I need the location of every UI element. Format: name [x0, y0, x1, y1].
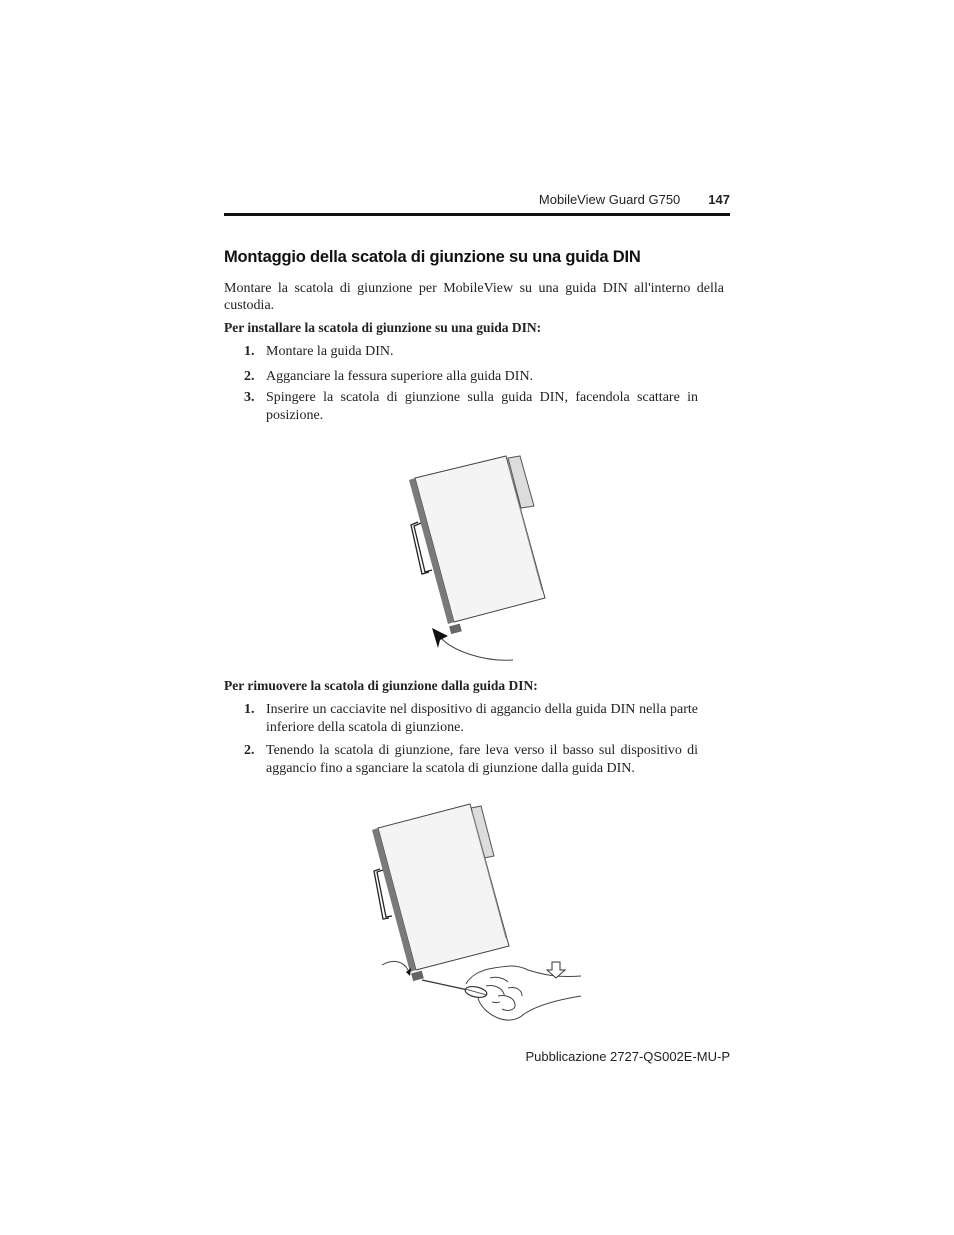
remove-step-1: [244, 701, 698, 737]
publication-footer: Pubblicazione 2727-QS002E-MU-P: [525, 1049, 730, 1064]
running-header: [224, 192, 730, 210]
step-number: 3.: [244, 390, 255, 405]
running-title: MobileView Guard G750: [538, 192, 681, 207]
page-number: 147: [708, 192, 730, 207]
install-step-3: [244, 389, 698, 425]
step-text: Agganciare la fessura superiore alla guida DIN.: [266, 369, 534, 384]
remove-step-2: [244, 742, 698, 778]
section-title: Montaggio della scatola di giunzione su una guida DIN: [224, 248, 641, 266]
install-step-1: [244, 343, 698, 361]
install-din-rail-figure: [400, 450, 560, 672]
intro-paragraph: Montare la scatola di giunzione per MobileView su una guida DIN all'interno della custodia.: [224, 281, 724, 313]
step-number: 1.: [244, 344, 255, 359]
remove-heading: Per rimuovere la scatola di giunzione dalla guida DIN:: [224, 678, 538, 693]
step-text: Spingere la scatola di giunzione sulla guida DIN, facendola scattare in posizione.: [266, 390, 698, 423]
remove-din-rail-figure: [366, 800, 586, 1030]
step-text: Montare la guida DIN.: [266, 344, 394, 359]
step-number: 1.: [244, 702, 255, 717]
step-number: 2.: [244, 743, 255, 758]
install-heading: Per installare la scatola di giunzione su una guida DIN:: [224, 320, 542, 335]
step-number: 2.: [244, 369, 255, 384]
step-text: Tenendo la scatola di giunzione, fare leva verso il basso sul dispositivo di aggancio fino a sganciare la scatola di giunzione dalla guida DIN.: [266, 743, 698, 776]
header-rule: [224, 213, 730, 216]
install-step-2: [244, 368, 698, 386]
step-text: Inserire un cacciavite nel dispositivo di aggancio della guida DIN nella parte inferiore della scatola di giunzione.: [266, 702, 698, 735]
